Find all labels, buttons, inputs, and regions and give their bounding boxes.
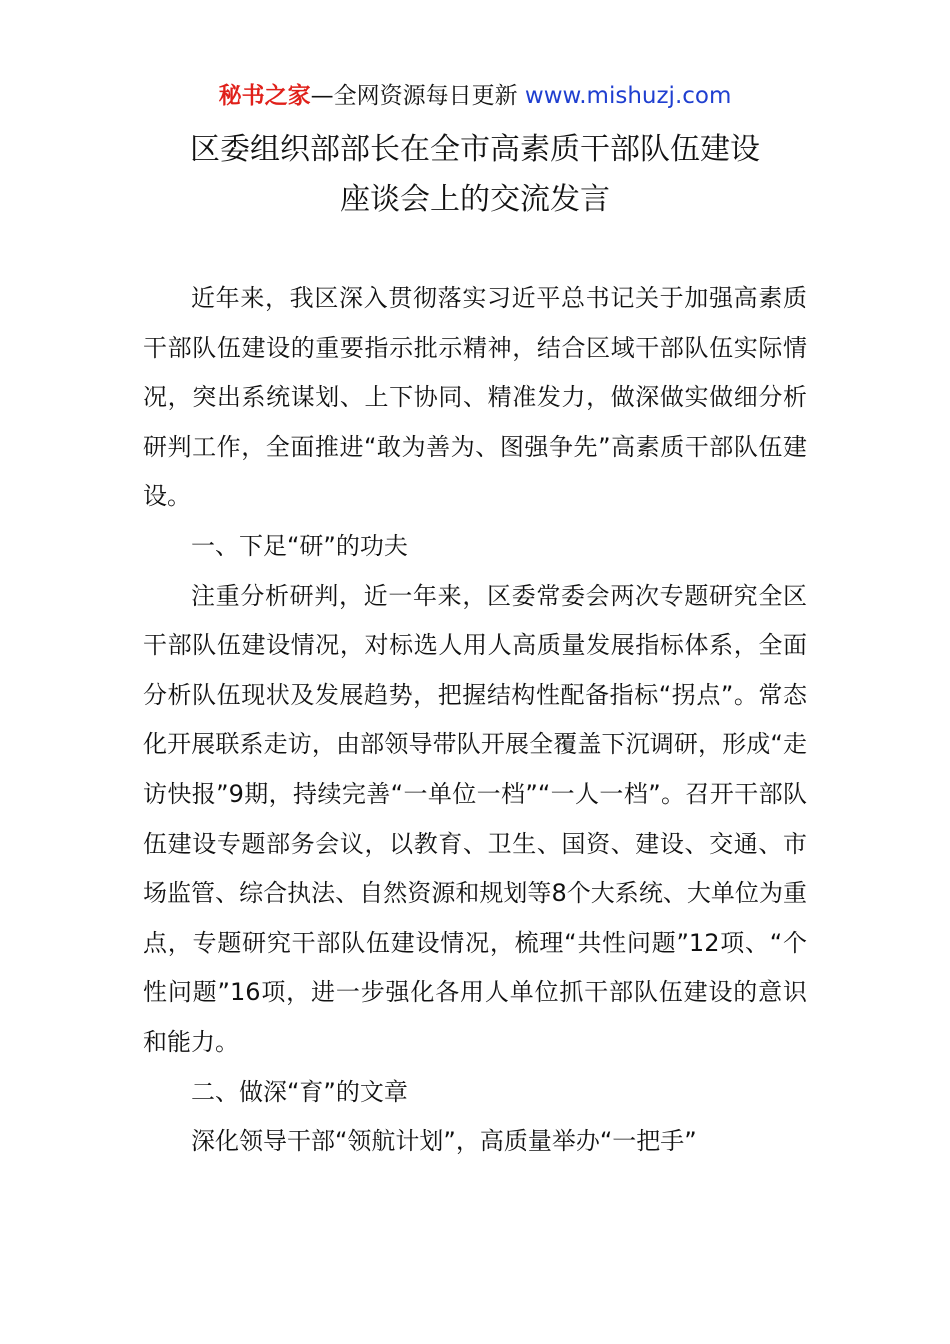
intro-paragraph: 近年来，我区深入贯彻落实习近平总书记关于加强高素质干部队伍建设的重要指示批示精神，结合区域干部队伍实际情况，突出系统谋划、上下协同、精准发力，做深做实做细分析研判工作，全面推进“敢为善为、图强争先”高素质干部队伍建设。 — [143, 284, 807, 511]
title-line-1: 区委组织部部长在全市高素质干部队伍建设 — [190, 132, 760, 167]
section-2-paragraph: 深化领导干部“领航计划”，高质量举办“一把手” — [191, 1127, 697, 1156]
section-1-heading: 一、下足“研”的功夫 — [191, 531, 408, 560]
site-url-link[interactable]: www.mishuzj.com — [524, 83, 732, 109]
section-1-paragraph: 注重分析研判，近一年来，区委常委会两次专题研究全区干部队伍建设情况，对标选人用人高质量发展指标体系，全面分析队伍现状及发展趋势，把握结构性配备指标“拐点”。常态化开展联系走访，由部领导带队开展全覆盖下沉调研，形成“走访快报”9期，持续完善“一单位一档”“一人一档”。召开干部队伍建设专题部务会议，以教育、卫生、国资、建设、交通、市场监管、综合执法、自然资源和规划等8个大系统、大单位为重点，专题研究干部队伍建设情况，梳理“共性问题”12项、“个性问题”16项，进一步强化各用人单位抓干部队伍建设的意识和能力。 — [143, 581, 807, 1056]
document-title — [0, 128, 950, 222]
site-tagline: —全网资源每日更新 — [310, 83, 518, 109]
site-name: 秘书之家 — [218, 83, 311, 109]
site-header — [0, 80, 950, 112]
section-2-heading: 二、做深“育”的文章 — [191, 1077, 408, 1106]
title-line-2: 座谈会上的交流发言 — [340, 182, 610, 217]
document-body — [143, 274, 807, 1167]
